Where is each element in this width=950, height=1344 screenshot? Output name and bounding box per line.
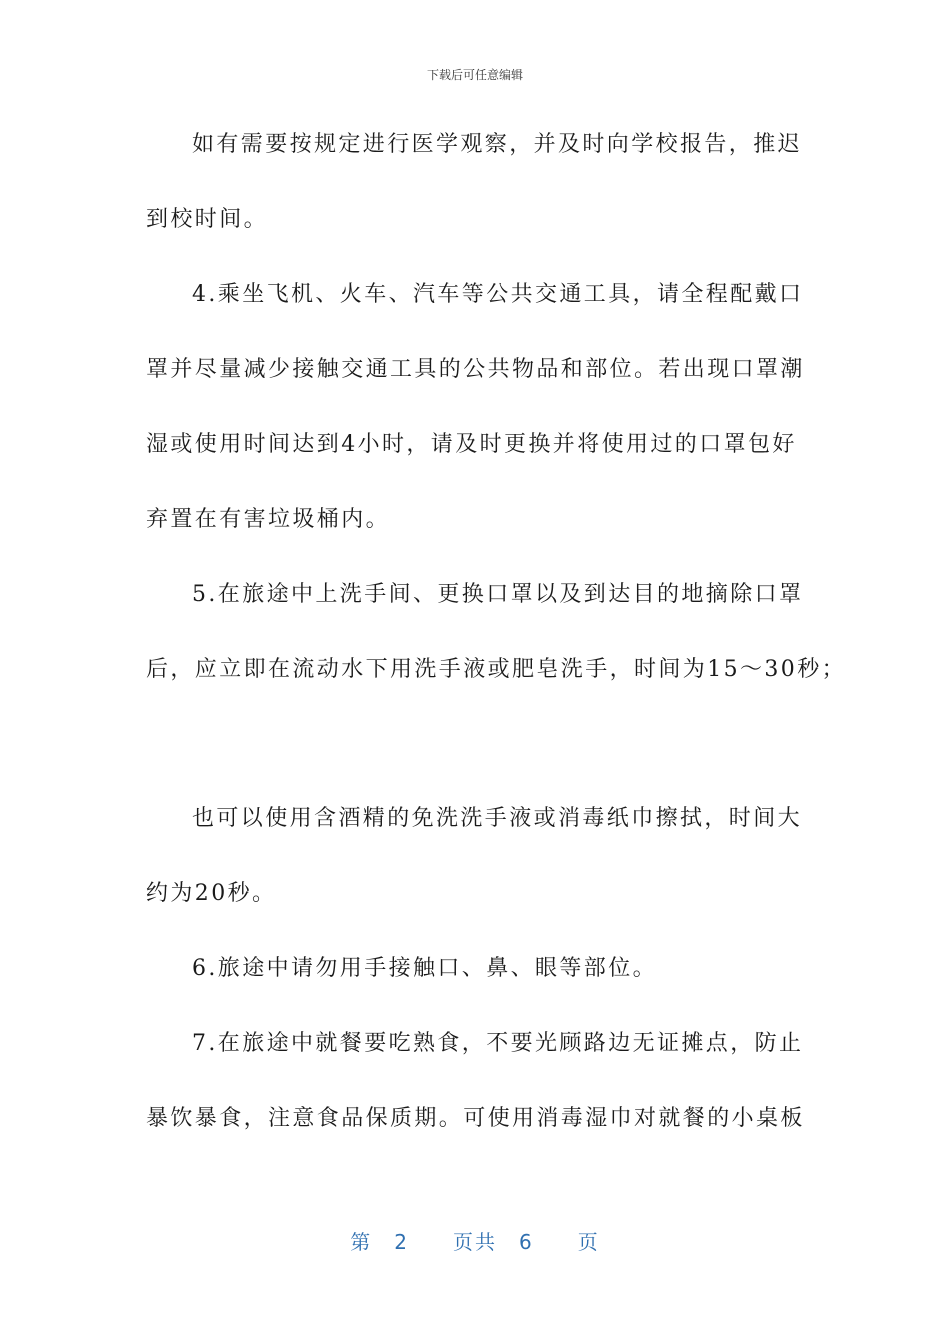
body-line: 也可以使用含酒精的免洗洗手液或消毒纸巾擦拭，时间大	[192, 806, 803, 831]
page-footer	[0, 1226, 950, 1255]
body-line: 5.在旅途中上洗手间、更换口罩以及到达目的地摘除口罩	[192, 582, 804, 607]
body-line: 7.在旅途中就餐要吃熟食，不要光顾路边无证摊点，防止	[192, 1031, 804, 1056]
body-line: 如有需要按规定进行医学观察，并及时向学校报告，推迟	[192, 132, 803, 157]
body-line: 暴饮暴食，注意食品保质期。可使用消毒湿巾对就餐的小桌板	[146, 1106, 805, 1131]
footer-suffix: 页	[577, 1230, 600, 1254]
body-line: 后，应立即在流动水下用洗手液或肥皂洗手，时间为15～30秒；	[146, 657, 846, 682]
body-line: 6.旅途中请勿用手接触口、鼻、眼等部位。	[192, 956, 657, 981]
footer-middle: 页共	[453, 1230, 497, 1254]
header-note: 下载后可任意编辑	[426, 68, 523, 82]
footer-total-pages: 6	[519, 1230, 534, 1254]
body-line: 弃置在有害垃圾桶内。	[146, 507, 391, 532]
body-line: 罩并尽量减少接触交通工具的公共物品和部位。若出现口罩潮	[146, 357, 805, 382]
body-line: 湿或使用时间达到4小时，请及时更换并将使用过的口罩包好	[146, 432, 797, 457]
body-line: 4.乘坐飞机、火车、汽车等公共交通工具，请全程配戴口	[192, 282, 804, 307]
footer-prefix: 第	[350, 1230, 373, 1254]
body-line: 约为20秒。	[146, 881, 277, 906]
body-line: 到校时间。	[146, 207, 269, 232]
footer-current-page: 2	[394, 1230, 409, 1254]
